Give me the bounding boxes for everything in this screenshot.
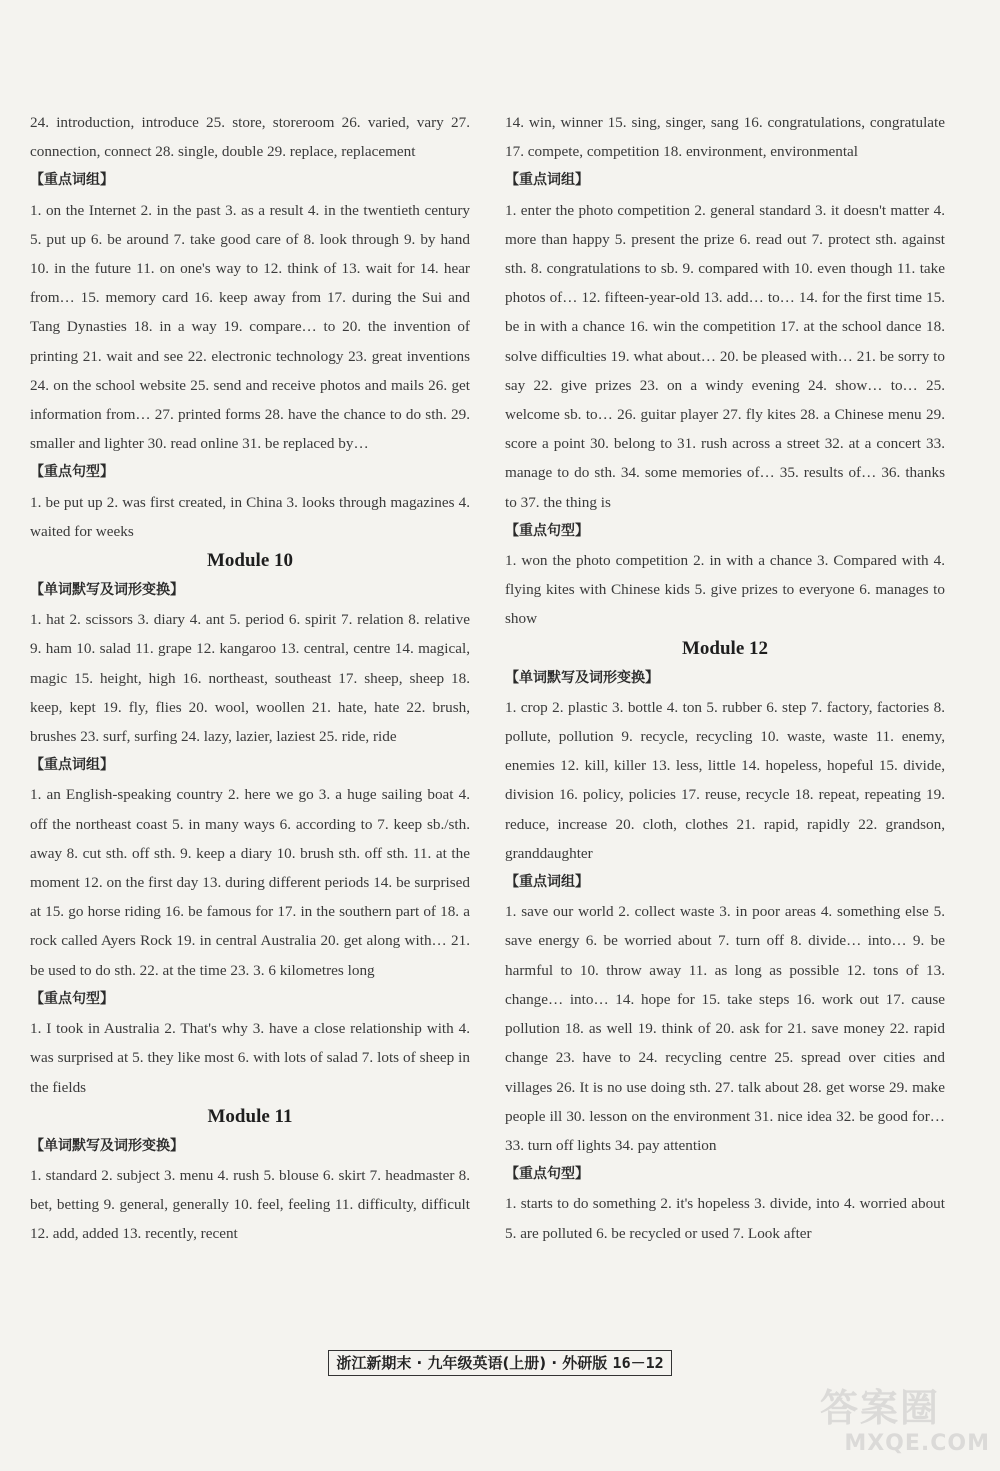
module-11-key-phrases: 1. enter the photo competition 2. general standard 3. it doesn't matter 4. more than happy 5. present the prize 6. read out 7. protect sth. against sth. 8. congratulations to sb. 9. compared with 10. even though 11. take photos of… 12. fifteen-year-old 13. add… to… 14. for the first time 15. be in with a chance 16. win the competition 17. at the school dance 18. solve difficulties 19. what about… 20. be pleased with… 21. be sorry to say 22. give prizes 23. on a windy evening 24. show… to… 25. welcome sb. to… 26. guitar player 27. fly kites 28. a Chinese menu 29. score a point 30. belong to 31. rush across a street 32. at a concert 33. manage to do sth. 34. some memories of… 35. results of… 36. thanks to 37. the thing is bbox=[505, 201, 945, 511]
section-tag-key-phrases: 【重点词组】 bbox=[30, 757, 114, 774]
module-12-key-sentences: 1. starts to do something 2. it's hopeless 3. divide, into 4. worried about 5. are polluted 6. be recycled or used 7. Look after bbox=[505, 1195, 945, 1242]
section-tag-key-sentences: 【重点句型】 bbox=[505, 1166, 589, 1183]
word-forms-continued: 24. introduction, introduce 25. store, storeroom 26. varied, vary 27. connection, connect 28. single, double 29. replace, replacement bbox=[30, 114, 470, 161]
section-tag-word-forms: 【单词默写及词形变换】 bbox=[30, 1137, 184, 1154]
watermark-logo bbox=[820, 1385, 990, 1465]
page-number: 16－12 bbox=[612, 1354, 664, 1372]
key-phrases-list: 1. on the Internet 2. in the past 3. as a result 4. in the twentieth century 5. put up 6. be around 7. take good care of 8. look through 9. by hand 10. in the future 11. on one's way to 12. think of 13. wait for 14. hear from… 15. memory card 16. keep away from 17. during the Sui and Tang Dynasties 18. in a way 19. compare… to 20. the invention of printing 21. wait and see 22. electronic technology 23. great inventions 24. on the school website 25. send and receive photos and mails 26. get information from… 27. printed forms 28. have the chance to do sth. 29. smaller and lighter 30. read online 31. be replaced by… bbox=[30, 201, 470, 453]
module-10-key-phrases: 1. an English-speaking country 2. here we go 3. a huge sailing boat 4. off the northeast coast 5. in many ways 6. according to 7. keep sb./sth. away 8. cut sth. off sth. 9. keep a diary 10. brush sth. off sth. 11. at the moment 12. on the first day 13. during different periods 14. be surprised at 15. go horse riding 16. be famous for 17. in the southern part of 18. a rock called Ayers Rock 19. in central Australia 20. get along with… 21. be used to do sth. 22. at the time 23. 3. 6 kilometres long bbox=[30, 786, 470, 979]
left-column bbox=[30, 108, 470, 1249]
key-sentences-list: 1. be put up 2. was first created, in China 3. looks through magazines 4. waited for weeks bbox=[30, 493, 470, 540]
section-tag-key-phrases: 【重点词组】 bbox=[505, 172, 589, 189]
module-12-key-phrases: 1. save our world 2. collect waste 3. in poor areas 4. something else 5. save energy 6. be worried about 7. turn off 8. divide… into… 9. be harmful to 10. throw away 11. as long as possible 12. tons of 13. change… into… 14. hope for 15. take steps 16. work out 17. cause pollution 18. as well 19. think of 20. ask for 21. save money 22. rapid change 23. have to 24. recycling centre 25. spread over cities and villages 26. It is no use doing sth. 27. talk about 28. get worse 29. make people ill 30. lesson on the environment 31. nice idea 32. be good for… 33. turn off lights 34. pay attention bbox=[505, 903, 945, 1154]
watermark-site-text: MXQE.COM bbox=[844, 1431, 990, 1456]
module-11-word-forms: 1. standard 2. subject 3. menu 4. rush 5. blouse 6. skirt 7. headmaster 8. bet, betting 9. general, generally 10. feel, feeling 11. difficulty, difficult 12. add, added 13. recently, recent bbox=[30, 1166, 470, 1243]
footer-title: 浙江新期末 · 九年级英语(上册) · 外研版 bbox=[336, 1354, 608, 1372]
section-tag-key-phrases: 【重点词组】 bbox=[505, 874, 589, 891]
module-10-key-sentences: 1. I took in Australia 2. That's why 3. have a close relationship with 4. was surprised at 5. they like most 6. with lots of salad 7. lots of sheep in the fields bbox=[30, 1020, 470, 1096]
module-12-heading: Module 12 bbox=[681, 637, 769, 659]
module-11-word-forms-continued: 14. win, winner 15. sing, singer, sang 16. congratulations, congratulate 17. compete, competition 18. environment, environmental bbox=[505, 114, 945, 161]
module-12-word-forms: 1. crop 2. plastic 3. bottle 4. ton 5. rubber 6. step 7. factory, factories 8. pollute, pollution 9. recycle, recycling 10. waste, waste 11. enemy, enemies 12. kill, killer 13. less, little 14. hopeless, hopeful 15. divide, division 16. policy, policies 17. reuse, recycle 18. repeat, repeating 19. reduce, increase 20. cloth, clothes 21. rapid, rapidly 22. grandson, granddaughter bbox=[505, 698, 945, 862]
footer-box bbox=[328, 1350, 671, 1376]
section-tag-word-forms: 【单词默写及词形变换】 bbox=[30, 582, 184, 599]
watermark-logo-text: 答案圈 bbox=[820, 1386, 941, 1430]
page-footer bbox=[0, 1350, 1000, 1376]
module-10-heading: Module 10 bbox=[206, 550, 294, 572]
section-tag-word-forms: 【单词默写及词形变换】 bbox=[505, 669, 659, 686]
section-tag-key-phrases: 【重点词组】 bbox=[30, 172, 114, 189]
section-tag-key-sentences: 【重点句型】 bbox=[30, 464, 114, 481]
right-column bbox=[505, 108, 945, 1248]
module-11-key-sentences: 1. won the photo competition 2. in with a chance 3. Compared with 4. flying kites with Chinese kids 5. give prizes to everyone 6. manages to show bbox=[505, 552, 945, 628]
module-11-heading: Module 11 bbox=[207, 1105, 293, 1127]
module-10-word-forms: 1. hat 2. scissors 3. diary 4. ant 5. period 6. spirit 7. relation 8. relative 9. ham 10. salad 11. grape 12. kangaroo 13. central, centre 14. magical, magic 15. height, high 16. northeast, southeast 17. sheep, sheep 18. keep, kept 19. fly, flies 20. wool, woollen 21. hate, hate 22. brush, brushes 23. surf, surfing 24. lazy, lazier, laziest 25. ride, ride bbox=[30, 611, 470, 746]
section-tag-key-sentences: 【重点句型】 bbox=[30, 990, 114, 1007]
section-tag-key-sentences: 【重点句型】 bbox=[505, 522, 589, 539]
